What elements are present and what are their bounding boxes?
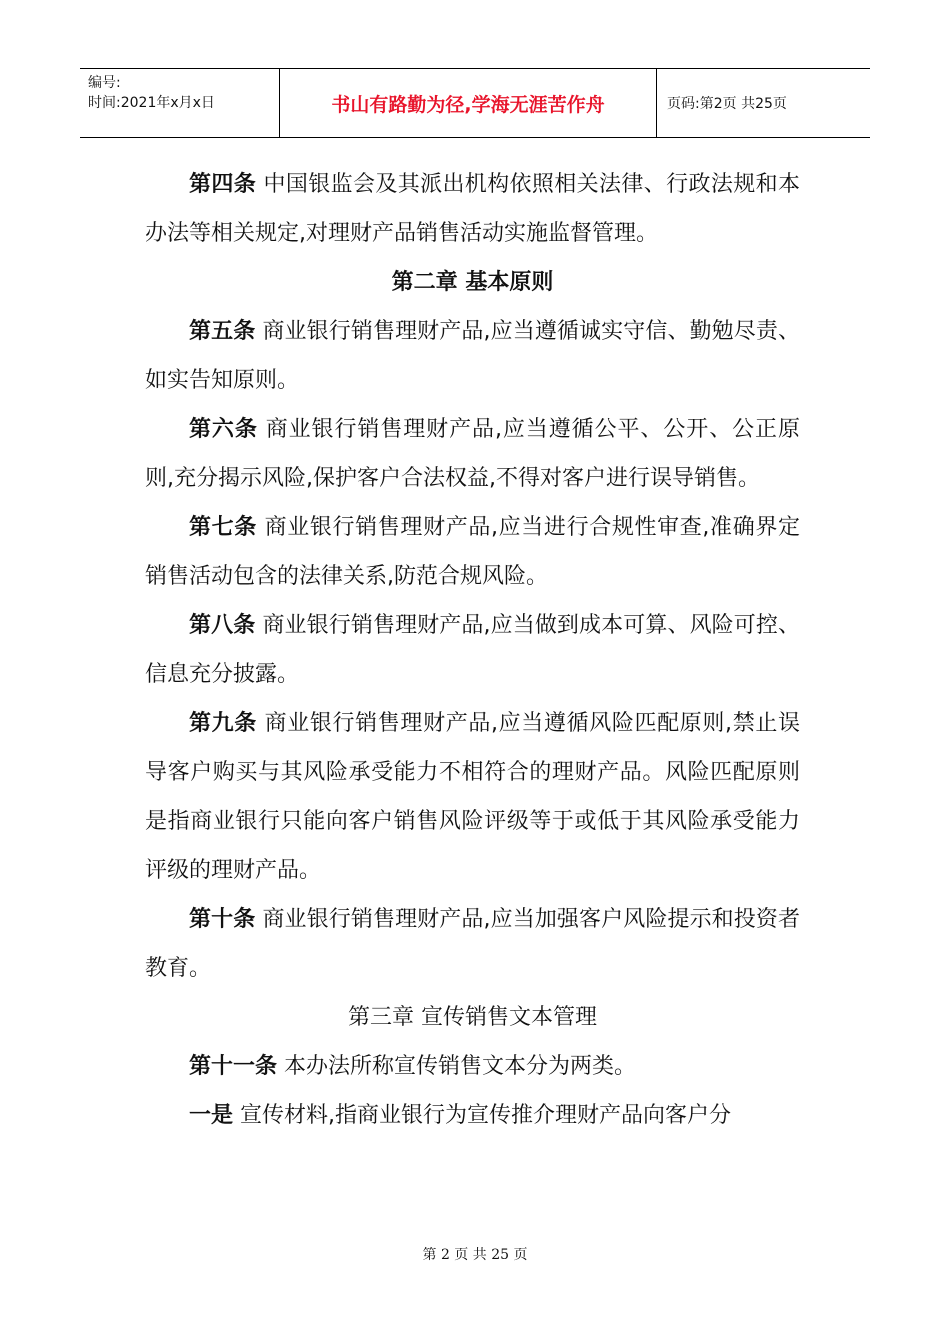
article-5	[145, 307, 800, 405]
article-7	[145, 503, 800, 601]
page-header	[80, 68, 870, 138]
article-label: 第九条	[189, 711, 257, 736]
article-text: 商业银行销售理财产品,应当遵循风险匹配原则,禁止误导客户购买与其风险承受能力不相符合的理财产品。风险匹配原则是指商业银行只能向客户销售风险评级等于或低于其风险承受能力评级的理财产品。	[145, 711, 800, 883]
article-text: 商业银行销售理财产品,应当加强客户风险提示和投资者教育。	[145, 907, 800, 981]
article-label: 第七条	[189, 515, 257, 540]
number-label: 编号:	[88, 75, 121, 91]
header-page-info: 页码:第2页 共25页	[667, 96, 787, 112]
article-text: 商业银行销售理财产品,应当进行合规性审查,准确界定销售活动包含的法律关系,防范合规风险。	[145, 515, 800, 589]
chapter-heading-2: 第二章 基本原则	[391, 270, 554, 295]
time-label: 时间:2021年x月x日	[88, 95, 215, 111]
article-10	[145, 895, 800, 993]
article-text: 中国银监会及其派出机构依照相关法律、行政法规和本办法等相关规定,对理财产品销售活动实施监督管理。	[145, 172, 800, 246]
article-8	[145, 601, 800, 699]
chapter-heading-3: 第三章 宣传销售文本管理	[348, 1005, 597, 1030]
header-motto: 书山有路勤为径,学海无涯苦作舟	[280, 69, 657, 137]
article-4	[145, 160, 800, 258]
article-text: 商业银行销售理财产品,应当遵循诚实守信、勤勉尽责、如实告知原则。	[145, 319, 800, 393]
article-label: 第十一条	[189, 1054, 278, 1079]
article-9	[145, 699, 800, 895]
clause-text: 宣传材料,指商业银行为宣传推介理财产品向客户分	[240, 1103, 732, 1128]
article-text: 商业银行销售理财产品,应当遵循公平、公开、公正原则,充分揭示风险,保护客户合法权益,不得对客户进行误导销售。	[145, 417, 800, 491]
header-meta	[80, 69, 280, 137]
article-6	[145, 405, 800, 503]
clause-label: 一是	[189, 1103, 234, 1128]
article-label: 第四条	[189, 172, 257, 197]
document-body	[145, 160, 800, 1140]
page-footer: 第 2 页 共 25 页	[422, 1247, 528, 1263]
article-label: 第六条	[189, 417, 258, 442]
article-11	[145, 1042, 800, 1091]
clause-one	[145, 1091, 800, 1140]
article-text: 商业银行销售理财产品,应当做到成本可算、风险可控、信息充分披露。	[145, 613, 800, 687]
article-text: 本办法所称宣传销售文本分为两类。	[284, 1054, 637, 1079]
article-label: 第十条	[189, 907, 256, 932]
article-label: 第八条	[189, 613, 256, 638]
article-label: 第五条	[189, 319, 256, 344]
